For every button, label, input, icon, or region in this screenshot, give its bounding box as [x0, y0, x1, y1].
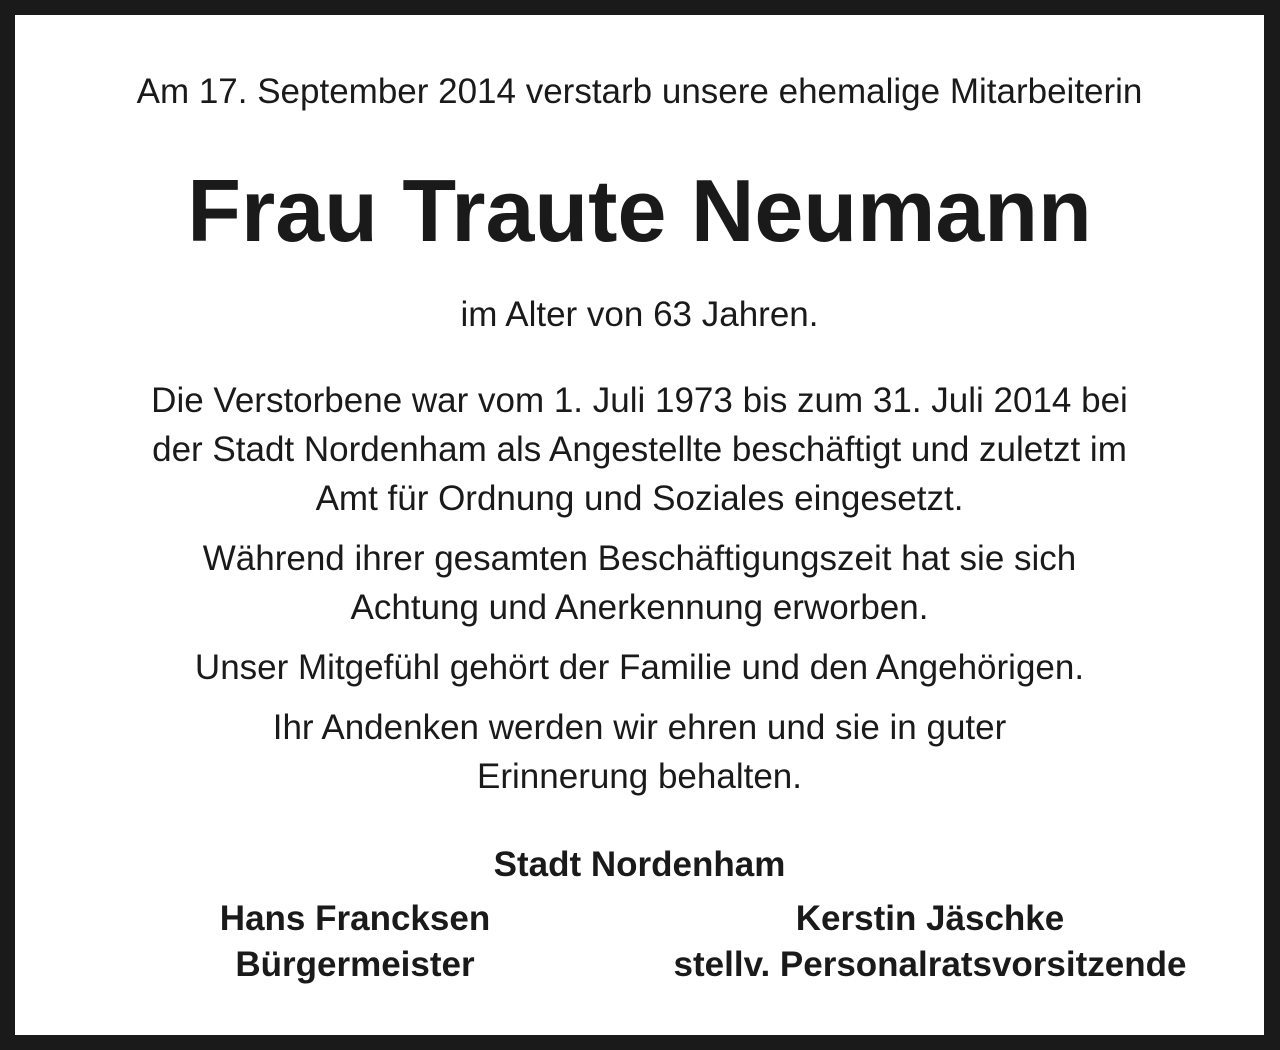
- signatory-name: Hans Francksen: [219, 899, 491, 938]
- employment-text-line: Die Verstorbene war vom 1. Juli 1973 bis zum 31. Juli 2014 bei: [151, 381, 1128, 420]
- signatory-role: stellv. Personalratsvorsitzende: [673, 945, 1187, 984]
- remembrance-text-line: Ihr Andenken werden wir ehren und sie in guter: [272, 708, 1007, 747]
- signatory-name: Kerstin Jäschke: [795, 899, 1065, 938]
- obituary-notice: [15, 15, 1264, 1035]
- employment-text-line: Amt für Ordnung und Soziales eingesetzt.: [315, 479, 964, 518]
- signatory-role: Bürgermeister: [235, 945, 475, 984]
- organization-name: Stadt Nordenham: [493, 845, 786, 884]
- deceased-name: Frau Traute Neumann: [187, 161, 1092, 260]
- condolence-text-line: Unser Mitgefühl gehört der Familie und den Angehörigen.: [194, 648, 1085, 687]
- appreciation-text-line: Während ihrer gesamten Beschäftigungszeit hat sie sich: [202, 539, 1077, 578]
- appreciation-text-line: Achtung und Anerkennung erworben.: [350, 588, 929, 627]
- age-line: im Alter von 63 Jahren.: [460, 295, 819, 334]
- remembrance-text-line: Erinnerung behalten.: [477, 757, 802, 796]
- employment-text-line: der Stadt Nordenham als Angestellte beschäftigt und zuletzt im: [152, 430, 1127, 469]
- intro-line: Am 17. September 2014 verstarb unsere ehemalige Mitarbeiterin: [136, 72, 1143, 111]
